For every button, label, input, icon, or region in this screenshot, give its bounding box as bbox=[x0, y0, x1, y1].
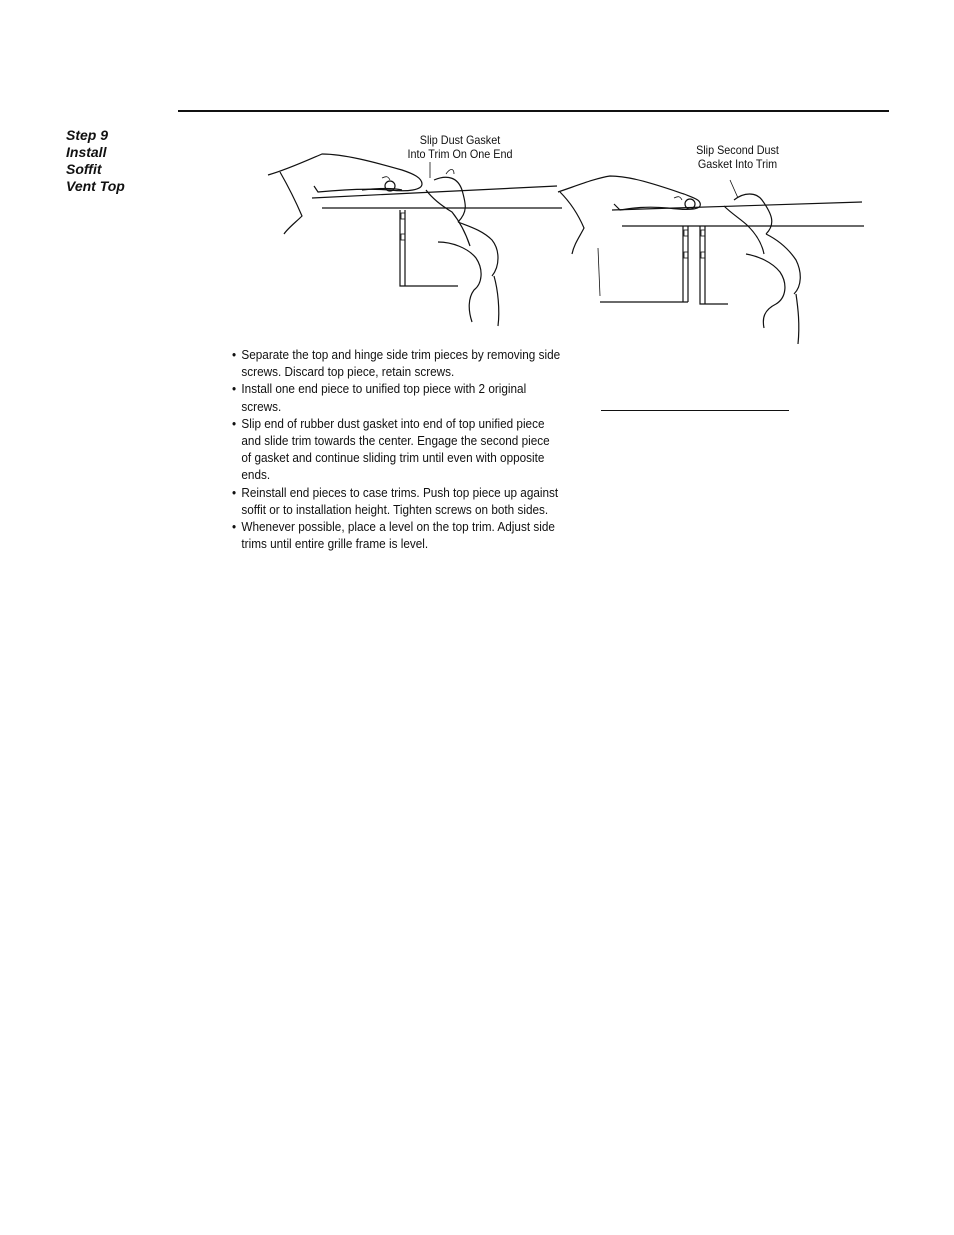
caption-line: Slip Dust Gasket bbox=[419, 133, 501, 147]
instruction-item: • Separate the top and hinge side trim pieces by removing side screws. Discard top piece, retain screws. bbox=[232, 347, 561, 381]
step-heading-line: Vent Top bbox=[66, 178, 125, 194]
caption-line: Gasket Into Trim bbox=[697, 157, 778, 171]
figure-2-illustration bbox=[552, 168, 867, 346]
figure-1-illustration bbox=[262, 150, 562, 330]
step-heading-line: Step 9 bbox=[66, 127, 109, 143]
caption-line: Slip Second Dust bbox=[696, 143, 779, 157]
caption-line: Into Trim On One End bbox=[407, 147, 513, 161]
divider-line bbox=[601, 410, 789, 411]
step-heading-line: Soffit bbox=[66, 161, 102, 177]
instruction-item: • Install one end piece to unified top piece with 2 original screws. bbox=[232, 381, 561, 415]
header-rule bbox=[178, 110, 889, 112]
step-heading bbox=[66, 127, 176, 195]
figure-2-caption bbox=[677, 143, 799, 171]
instruction-item: • Whenever possible, place a level on the top trim. Adjust side trims until entire grille frame is level. bbox=[232, 519, 561, 553]
step-heading-line: Install bbox=[66, 144, 107, 160]
instruction-list bbox=[232, 347, 561, 553]
instruction-item: • Reinstall end pieces to case trims. Push top piece up against soffit or to installation height. Tighten screws on both sides. bbox=[232, 485, 561, 519]
instruction-item: • Slip end of rubber dust gasket into end of top unified piece and slide trim towards the center. Engage the second piece of gasket and continue sliding trim until even with opposite ends. bbox=[232, 416, 561, 485]
